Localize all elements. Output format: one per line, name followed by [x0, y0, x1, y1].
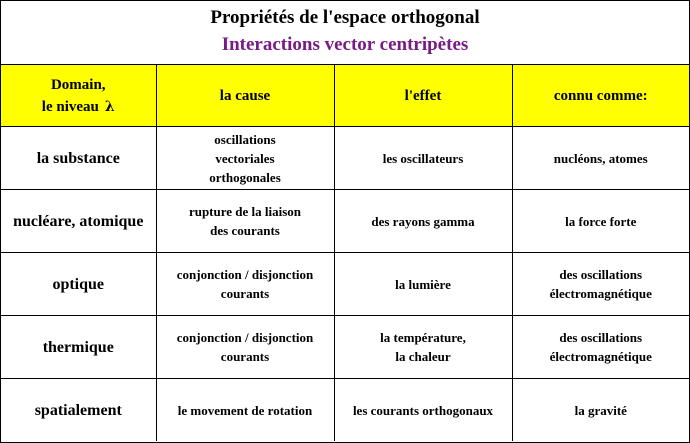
header-domain-line1: Domain,: [50, 76, 106, 93]
cell-cause-line: oscillations: [214, 131, 276, 147]
cell-domain: la substance: [1, 127, 156, 190]
header-row: [1, 65, 689, 127]
cell-effect: [334, 316, 512, 379]
header-domain: [1, 65, 156, 127]
cell-cause: [156, 253, 334, 316]
page-subtitle: Interactions vector centripètes: [221, 34, 469, 55]
cell-cause: [156, 379, 334, 442]
header-known-as: connu comme:: [512, 65, 689, 127]
cell-effect-line: les oscillateurs: [382, 150, 464, 166]
cell-effect: [334, 190, 512, 253]
cell-known-as-line: la force forte: [565, 213, 637, 229]
cell-domain: thermique: [1, 316, 156, 379]
page-title: Propriétés de l'espace orthogonal: [210, 7, 480, 28]
cell-cause-line: des courants: [210, 223, 280, 238]
cell-known-as-line: des oscillations: [559, 330, 643, 345]
header-cause: la cause: [156, 65, 334, 127]
header-domain-line2: le niveau: [41, 98, 99, 115]
header-effect: l'effet: [334, 65, 512, 127]
cell-effect: [334, 127, 512, 190]
properties-table: [1, 65, 689, 441]
cell-known-as-line: la gravité: [574, 402, 627, 418]
cell-known-as: [512, 190, 689, 253]
cell-cause-line: courants: [220, 286, 270, 301]
cell-known-as: [512, 127, 689, 190]
cell-cause: [156, 190, 334, 253]
cell-domain: spatialement: [1, 379, 156, 442]
cell-domain: optique: [1, 253, 156, 316]
cell-cause-line: courants: [220, 349, 270, 364]
title-block: [1, 1, 689, 65]
cell-effect-line: la température,: [380, 330, 466, 345]
cell-effect: [334, 379, 512, 442]
cell-domain: nucléare, atomique: [1, 190, 156, 253]
cell-effect-line: la lumière: [395, 276, 451, 292]
table-row: [1, 190, 689, 253]
table-row: [1, 316, 689, 379]
table-row: [1, 253, 689, 316]
cell-effect-line: la chaleur: [395, 349, 451, 364]
cell-cause-line: vectoriales: [215, 150, 275, 166]
lambda-symbol: λ: [104, 98, 115, 115]
cell-effect-line: les courants orthogonaux: [352, 402, 494, 418]
table-row: [1, 379, 689, 442]
cell-cause-line: orthogonales: [209, 169, 281, 185]
cell-cause-line: rupture de la liaison: [188, 204, 302, 219]
cell-known-as: [512, 379, 689, 442]
cell-cause-line: le movement de rotation: [177, 402, 313, 418]
cell-cause: [156, 316, 334, 379]
cell-known-as: [512, 253, 689, 316]
cell-known-as: [512, 316, 689, 379]
cell-effect: [334, 253, 512, 316]
cell-known-as-line: des oscillations: [559, 267, 643, 282]
cell-cause: [156, 127, 334, 190]
cell-known-as-line: électromagnétique: [549, 286, 652, 301]
table-row: [1, 127, 689, 190]
cell-known-as-line: électromagnétique: [549, 349, 652, 364]
cell-known-as-line: nucléons, atomes: [553, 150, 648, 166]
cell-cause-line: conjonction / disjonction: [176, 267, 314, 282]
cell-effect-line: des rayons gamma: [371, 213, 475, 229]
cell-cause-line: conjonction / disjonction: [176, 330, 314, 345]
